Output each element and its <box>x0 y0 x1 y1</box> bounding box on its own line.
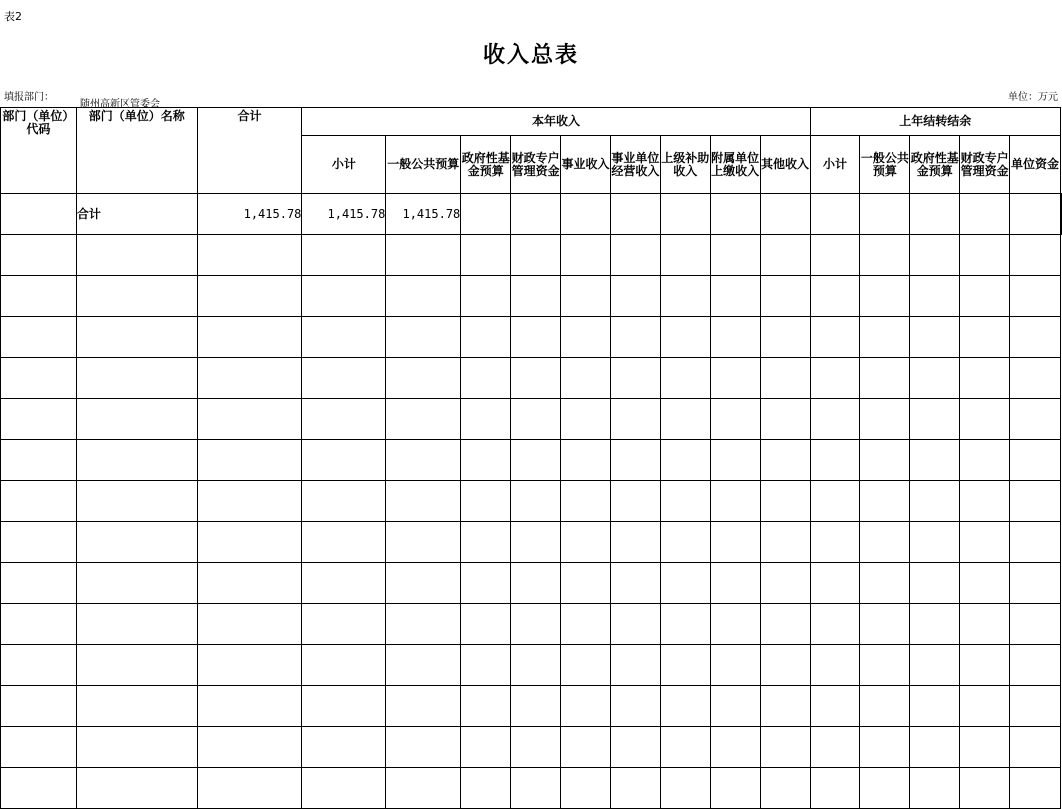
cell-empty <box>860 727 910 768</box>
cell-empty <box>660 686 710 727</box>
cell-empty <box>386 276 461 317</box>
cell-empty <box>660 440 710 481</box>
cell-empty <box>197 358 302 399</box>
cell-empty <box>561 317 611 358</box>
cell-empty <box>760 481 810 522</box>
cell-empty <box>860 358 910 399</box>
cell-empty <box>710 686 760 727</box>
cell-empty <box>910 440 960 481</box>
cell-value <box>810 194 860 235</box>
cell-empty <box>1010 235 1061 276</box>
cell-empty <box>810 317 860 358</box>
cell-empty <box>197 276 302 317</box>
cell-empty <box>461 276 511 317</box>
table-row-empty <box>1 235 1062 276</box>
cell-empty <box>960 440 1010 481</box>
cell-empty <box>860 604 910 645</box>
cell-empty <box>511 563 561 604</box>
cell-empty <box>710 645 760 686</box>
cell-empty <box>760 440 810 481</box>
cell-empty <box>561 686 611 727</box>
cell-empty <box>511 481 561 522</box>
header-prior-col: 小计 <box>810 136 860 194</box>
cell-empty <box>1010 317 1061 358</box>
cell-empty <box>76 522 197 563</box>
cell-value <box>710 194 760 235</box>
cell-empty <box>760 768 810 809</box>
cell-empty <box>511 235 561 276</box>
cell-empty <box>810 276 860 317</box>
cell-empty <box>76 276 197 317</box>
cell-value: 1,415.78 <box>302 194 386 235</box>
cell-empty <box>760 235 810 276</box>
cell-value <box>511 194 561 235</box>
cell-empty <box>960 563 1010 604</box>
cell-empty <box>461 440 511 481</box>
cell-empty <box>860 235 910 276</box>
cell-empty <box>461 317 511 358</box>
cell-empty <box>561 727 611 768</box>
cell-empty <box>910 604 960 645</box>
cell-empty <box>302 440 386 481</box>
cell-empty <box>461 727 511 768</box>
cell-empty <box>610 645 660 686</box>
table-row-empty <box>1 522 1062 563</box>
header-current-col: 财政专户管理资金 <box>511 136 561 194</box>
cell-empty <box>386 399 461 440</box>
cell-empty <box>810 645 860 686</box>
cell-empty <box>386 604 461 645</box>
table-row-empty <box>1 399 1062 440</box>
cell-empty <box>660 317 710 358</box>
cell-empty <box>561 645 611 686</box>
cell-empty <box>76 235 197 276</box>
cell-empty <box>1010 276 1061 317</box>
cell-empty <box>1010 440 1061 481</box>
cell-value: 1,415.78 <box>386 194 461 235</box>
cell-empty <box>1 317 77 358</box>
cell-empty <box>660 276 710 317</box>
cell-dept-name: 合计 <box>76 194 197 235</box>
cell-empty <box>1 563 77 604</box>
fill-department-label: 填报部门： <box>4 92 54 103</box>
cell-empty <box>302 481 386 522</box>
cell-empty <box>302 768 386 809</box>
table-row-empty <box>1 440 1062 481</box>
cell-empty <box>302 276 386 317</box>
cell-empty <box>660 727 710 768</box>
cell-empty <box>810 440 860 481</box>
cell-empty <box>561 440 611 481</box>
cell-empty <box>910 768 960 809</box>
cell-empty <box>561 604 611 645</box>
cell-empty <box>197 399 302 440</box>
cell-empty <box>660 399 710 440</box>
cell-empty <box>1010 358 1061 399</box>
cell-empty <box>197 645 302 686</box>
header-current-year-income: 本年收入 <box>302 108 810 136</box>
table-row-empty <box>1 604 1062 645</box>
cell-empty <box>810 768 860 809</box>
cell-empty <box>197 235 302 276</box>
cell-empty <box>810 358 860 399</box>
cell-empty <box>386 768 461 809</box>
cell-empty <box>302 604 386 645</box>
cell-empty <box>461 768 511 809</box>
cell-empty <box>960 686 1010 727</box>
cell-empty <box>1010 481 1061 522</box>
cell-empty <box>710 481 760 522</box>
cell-empty <box>610 686 660 727</box>
cell-empty <box>197 317 302 358</box>
cell-empty <box>511 399 561 440</box>
cell-empty <box>910 563 960 604</box>
cell-empty <box>860 768 910 809</box>
cell-empty <box>386 522 461 563</box>
cell-empty <box>386 440 461 481</box>
cell-empty <box>1 358 77 399</box>
cell-empty <box>610 481 660 522</box>
cell-empty <box>860 481 910 522</box>
cell-empty <box>76 440 197 481</box>
header-current-col: 一般公共预算 <box>386 136 461 194</box>
cell-empty <box>1 481 77 522</box>
cell-empty <box>561 399 611 440</box>
cell-empty <box>760 399 810 440</box>
table-row-empty <box>1 768 1062 809</box>
header-current-col: 事业收入 <box>561 136 611 194</box>
cell-empty <box>960 276 1010 317</box>
header-current-col: 政府性基金预算 <box>461 136 511 194</box>
cell-empty <box>710 358 760 399</box>
cell-empty <box>1 276 77 317</box>
cell-empty <box>461 563 511 604</box>
cell-empty <box>610 358 660 399</box>
cell-empty <box>76 481 197 522</box>
table-row-empty <box>1 317 1062 358</box>
table-body <box>1 194 1062 809</box>
header-current-col: 其他收入 <box>760 136 810 194</box>
cell-empty <box>1010 686 1061 727</box>
cell-empty <box>910 727 960 768</box>
cell-empty <box>197 440 302 481</box>
cell-empty <box>810 481 860 522</box>
cell-empty <box>1 235 77 276</box>
cell-empty <box>610 522 660 563</box>
cell-dept-code <box>1 194 77 235</box>
cell-empty <box>1 727 77 768</box>
cell-value <box>860 194 910 235</box>
cell-value <box>960 194 1010 235</box>
cell-empty <box>710 440 760 481</box>
cell-empty <box>610 563 660 604</box>
cell-empty <box>461 645 511 686</box>
cell-empty <box>660 522 710 563</box>
table-row-empty <box>1 686 1062 727</box>
cell-empty <box>386 686 461 727</box>
cell-empty <box>302 563 386 604</box>
cell-empty <box>511 522 561 563</box>
cell-empty <box>197 727 302 768</box>
cell-empty <box>960 604 1010 645</box>
cell-empty <box>386 481 461 522</box>
cell-empty <box>860 399 910 440</box>
cell-value <box>660 194 710 235</box>
cell-empty <box>760 358 810 399</box>
cell-empty <box>660 235 710 276</box>
header-current-col: 事业单位经营收入 <box>610 136 660 194</box>
cell-empty <box>610 727 660 768</box>
cell-empty <box>386 358 461 399</box>
cell-empty <box>810 604 860 645</box>
cell-empty <box>76 399 197 440</box>
cell-empty <box>960 481 1010 522</box>
cell-empty <box>1010 399 1061 440</box>
cell-empty <box>610 604 660 645</box>
cell-empty <box>610 235 660 276</box>
cell-empty <box>511 276 561 317</box>
cell-empty <box>860 686 910 727</box>
cell-empty <box>511 645 561 686</box>
cell-empty <box>561 563 611 604</box>
header-prior-col: 一般公共预算 <box>860 136 910 194</box>
cell-empty <box>760 563 810 604</box>
cell-empty <box>760 317 810 358</box>
cell-empty <box>910 645 960 686</box>
cell-empty <box>1 645 77 686</box>
cell-empty <box>810 563 860 604</box>
cell-value <box>1061 194 1062 235</box>
cell-empty <box>461 481 511 522</box>
cell-empty <box>197 686 302 727</box>
cell-empty <box>960 645 1010 686</box>
cell-empty <box>610 317 660 358</box>
table-row-empty <box>1 481 1062 522</box>
cell-empty <box>1010 604 1061 645</box>
header-prior-year-carryover: 上年结转结余 <box>810 108 1061 136</box>
cell-empty <box>197 563 302 604</box>
cell-empty <box>1 686 77 727</box>
cell-empty <box>710 563 760 604</box>
cell-empty <box>710 276 760 317</box>
cell-empty <box>760 727 810 768</box>
cell-empty <box>511 604 561 645</box>
header-prior-col: 政府性基金预算 <box>910 136 960 194</box>
cell-empty <box>76 317 197 358</box>
cell-empty <box>76 727 197 768</box>
cell-empty <box>710 317 760 358</box>
cell-empty <box>610 276 660 317</box>
cell-empty <box>610 768 660 809</box>
cell-empty <box>302 399 386 440</box>
cell-empty <box>302 727 386 768</box>
cell-value <box>461 194 511 235</box>
cell-empty <box>302 235 386 276</box>
cell-empty <box>76 604 197 645</box>
cell-empty <box>910 317 960 358</box>
header-prior-col: 财政专户管理资金 <box>960 136 1010 194</box>
cell-empty <box>1010 522 1061 563</box>
cell-empty <box>910 276 960 317</box>
cell-empty <box>197 604 302 645</box>
cell-empty <box>660 768 710 809</box>
cell-value <box>910 194 960 235</box>
sheet-label: 表2 <box>4 10 22 23</box>
cell-empty <box>76 645 197 686</box>
cell-empty <box>660 358 710 399</box>
cell-empty <box>660 645 710 686</box>
cell-empty <box>860 276 910 317</box>
cell-value <box>1010 194 1061 235</box>
cell-empty <box>960 522 1010 563</box>
cell-empty <box>710 768 760 809</box>
income-summary-table <box>0 107 1062 809</box>
cell-empty <box>1 604 77 645</box>
cell-empty <box>302 686 386 727</box>
cell-empty <box>561 768 611 809</box>
cell-empty <box>910 399 960 440</box>
header-current-col: 附属单位上缴收入 <box>710 136 760 194</box>
cell-empty <box>760 645 810 686</box>
cell-empty <box>860 317 910 358</box>
header-current-col: 上级补助收入 <box>660 136 710 194</box>
cell-empty <box>76 686 197 727</box>
table-row-empty <box>1 645 1062 686</box>
table-row-empty <box>1 563 1062 604</box>
cell-empty <box>610 399 660 440</box>
cell-empty <box>511 317 561 358</box>
cell-empty <box>461 399 511 440</box>
cell-empty <box>610 440 660 481</box>
cell-empty <box>710 604 760 645</box>
cell-empty <box>561 481 611 522</box>
page-title: 收入总表 <box>482 43 579 68</box>
cell-empty <box>960 727 1010 768</box>
cell-empty <box>197 522 302 563</box>
cell-empty <box>1010 563 1061 604</box>
cell-empty <box>860 440 910 481</box>
cell-empty <box>1 399 77 440</box>
cell-value <box>561 194 611 235</box>
unit-label: 单位：万元 <box>1008 92 1058 103</box>
cell-empty <box>76 768 197 809</box>
cell-empty <box>710 399 760 440</box>
header-dept-name: 部门（单位）名称 <box>76 108 197 194</box>
cell-empty <box>197 768 302 809</box>
cell-empty <box>960 317 1010 358</box>
cell-empty <box>910 358 960 399</box>
cell-value <box>610 194 660 235</box>
cell-empty <box>1 768 77 809</box>
cell-empty <box>810 727 860 768</box>
table-row-empty <box>1 727 1062 768</box>
cell-empty <box>660 604 710 645</box>
cell-empty <box>860 563 910 604</box>
cell-empty <box>76 358 197 399</box>
cell-empty <box>511 727 561 768</box>
cell-empty <box>860 645 910 686</box>
cell-empty <box>461 522 511 563</box>
cell-value <box>760 194 810 235</box>
header-current-col: 小计 <box>302 136 386 194</box>
cell-empty <box>386 563 461 604</box>
cell-empty <box>511 768 561 809</box>
cell-empty <box>960 235 1010 276</box>
cell-empty <box>960 358 1010 399</box>
cell-empty <box>1010 768 1061 809</box>
table-row <box>1 194 1062 235</box>
cell-empty <box>1 522 77 563</box>
cell-empty <box>461 686 511 727</box>
cell-empty <box>386 317 461 358</box>
table-row-empty <box>1 358 1062 399</box>
cell-value: 1,415.78 <box>197 194 302 235</box>
header-total: 合计 <box>197 108 302 194</box>
cell-empty <box>710 235 760 276</box>
header-row-1 <box>1 108 1062 136</box>
cell-empty <box>810 522 860 563</box>
cell-empty <box>860 522 910 563</box>
cell-empty <box>710 727 760 768</box>
cell-empty <box>710 522 760 563</box>
cell-empty <box>511 686 561 727</box>
cell-empty <box>461 235 511 276</box>
cell-empty <box>511 440 561 481</box>
cell-empty <box>561 235 611 276</box>
cell-empty <box>910 481 960 522</box>
cell-empty <box>760 604 810 645</box>
cell-empty <box>910 686 960 727</box>
cell-empty <box>302 645 386 686</box>
cell-empty <box>760 686 810 727</box>
cell-empty <box>660 481 710 522</box>
cell-empty <box>1 440 77 481</box>
table-row-empty <box>1 276 1062 317</box>
cell-empty <box>1010 727 1061 768</box>
cell-empty <box>810 235 860 276</box>
header-dept-code: 部门（单位）代码 <box>1 108 77 194</box>
cell-empty <box>386 727 461 768</box>
header-prior-col: 单位资金 <box>1010 136 1061 194</box>
cell-empty <box>910 235 960 276</box>
cell-empty <box>960 399 1010 440</box>
cell-empty <box>960 768 1010 809</box>
cell-empty <box>76 563 197 604</box>
cell-empty <box>760 276 810 317</box>
cell-empty <box>910 522 960 563</box>
cell-empty <box>461 358 511 399</box>
cell-empty <box>1010 645 1061 686</box>
cell-empty <box>760 522 810 563</box>
fill-department-value: 随州高新区管委会 <box>80 99 160 110</box>
cell-empty <box>386 235 461 276</box>
cell-empty <box>810 686 860 727</box>
cell-empty <box>461 604 511 645</box>
cell-empty <box>302 358 386 399</box>
cell-empty <box>197 481 302 522</box>
cell-empty <box>561 522 611 563</box>
cell-empty <box>660 563 710 604</box>
cell-empty <box>511 358 561 399</box>
cell-empty <box>810 399 860 440</box>
cell-empty <box>386 645 461 686</box>
cell-empty <box>561 358 611 399</box>
cell-empty <box>302 522 386 563</box>
cell-empty <box>561 276 611 317</box>
cell-empty <box>302 317 386 358</box>
